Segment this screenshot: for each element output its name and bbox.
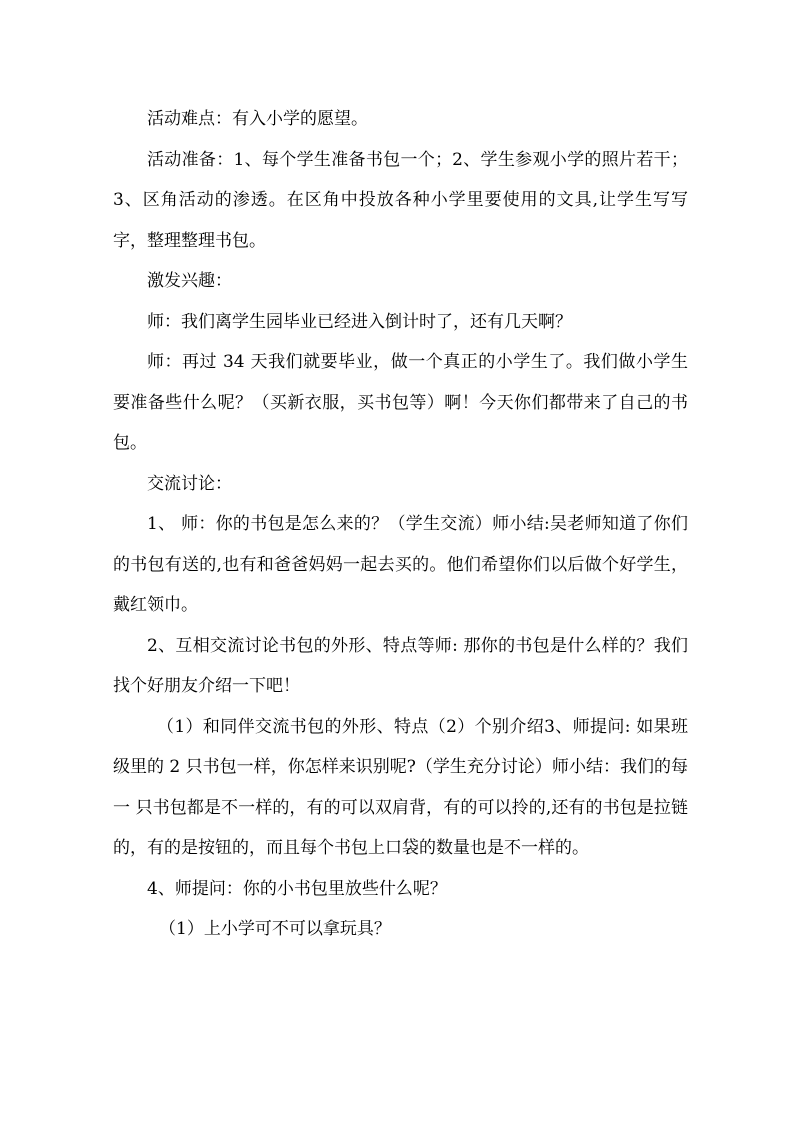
heading-stimulate-interest: 激发兴趣： — [147, 271, 232, 291]
heading-discussion: 交流讨论： — [147, 473, 232, 494]
document-body — [113, 99, 688, 950]
paragraph-toys-question: （1）上小学可不可以拿玩具？ — [159, 919, 391, 939]
paragraph-activity-difficulty: 活动难点：有入小学的愿望。 — [147, 109, 368, 129]
paragraph-discussion-item-4: 4、师提问：你的小书包里放些什么呢？ — [147, 878, 447, 899]
paragraph-teacher-34-days: 师：再过 34 天我们就要毕业，做一个真正的小学生了。我们做小学生要准备些什么呢？（买新衣服，买书包等）啊！今天你们都带来了自己的书包。 — [113, 352, 688, 453]
paragraph-discussion-subitems: （1）和同伴交流书包的外形、特点（2）个别介绍3、师提问: 如果班级里的 2 只书包一样，你怎样来识别呢?（学生充分讨论）师小结：我们的每一 只书包都是不一样的，有的可以双肩背，有的可以拎的,还有的书包是拉链的，有的是按钮的，而且每个书包上口袋的数量也是不一样的。 — [113, 716, 688, 858]
paragraph-discussion-item-1: 1、 师：你的书包是怎么来的？（学生交流）师小结:吴老师知道了你们的书包有送的,也有和爸爸妈妈一起去买的。他们希望你们以后做个好学生，戴红领巾。 — [113, 514, 688, 615]
paragraph-activity-preparation: 活动准备：1、每个学生准备书包一个；2、学生参观小学的照片若干；3、区角活动的渗透。在区角中投放各种小学里要使用的文具,让学生写写字，整理整理书包。 — [113, 149, 688, 251]
paragraph-discussion-item-2: 2、互相交流讨论书包的外形、特点等师: 那你的书包是什么样的？我们找个好朋友介绍一下吧！ — [113, 635, 688, 696]
paragraph-teacher-question-days: 师：我们离学生园毕业已经进入倒计时了，还有几天啊？ — [147, 311, 572, 332]
